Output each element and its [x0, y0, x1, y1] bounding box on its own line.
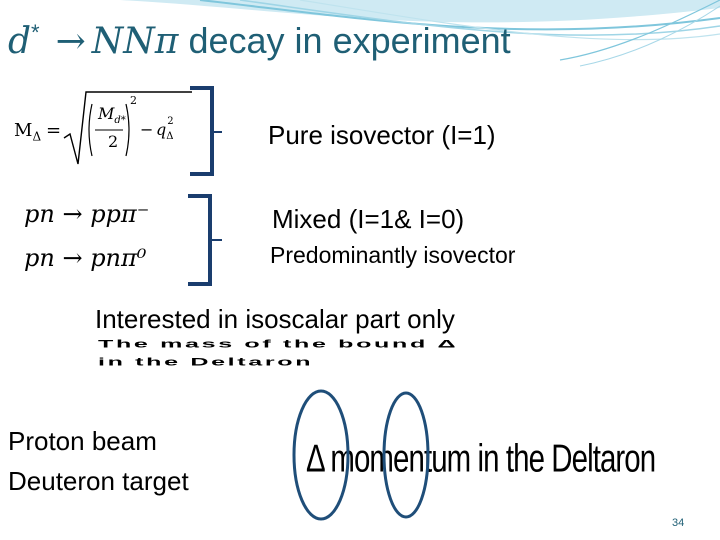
title-particle-sup: *	[31, 20, 40, 45]
beam-line-2: Deuteron target	[8, 466, 189, 496]
mass-q: q 2 $_\Delta$	[156, 116, 174, 143]
mass-denominator: 2	[108, 132, 119, 151]
bound-mass-line-1: The mass of the bound Δ	[98, 338, 459, 351]
mass-numerator: $M_{d*}$	[98, 104, 126, 127]
label-pure-isovector: Pure isovector (I=1)	[268, 120, 496, 150]
momentum-text: Δ momentum in the Deltaron	[306, 436, 656, 480]
reaction-2: pn → pnπ⁰	[24, 244, 147, 272]
interest-line: Interested in isoscalar part only	[95, 304, 455, 334]
mass-power: 2	[130, 94, 137, 107]
label-predominantly-isovector: Predominantly isovector	[270, 242, 516, 268]
mass-lhs: $M_\Delta$	[14, 120, 42, 144]
bound-mass-line-2: in the Deltaron	[98, 356, 314, 369]
bracket-1	[188, 86, 222, 176]
slide-title	[8, 20, 511, 62]
beam-line-1: Proton beam	[8, 426, 157, 456]
reaction-1: pn → ppπ⁻	[24, 200, 150, 228]
highlight-ellipse-1	[294, 391, 348, 519]
label-mixed: Mixed (I=1& I=0)	[272, 204, 465, 234]
title-particle: d	[8, 21, 32, 62]
title-arrow: →	[55, 21, 86, 62]
title-products: NNπ	[91, 21, 179, 62]
bracket-2	[186, 194, 222, 286]
title-text: decay in experiment	[188, 20, 511, 61]
sqrt-sign	[62, 90, 194, 168]
mass-minus: −	[140, 120, 154, 139]
mass-formula	[14, 90, 194, 168]
highlight-ellipses	[280, 380, 440, 530]
mass-equals: =	[46, 120, 62, 141]
page-number: 34	[672, 517, 685, 529]
highlight-ellipse-2	[384, 393, 428, 517]
